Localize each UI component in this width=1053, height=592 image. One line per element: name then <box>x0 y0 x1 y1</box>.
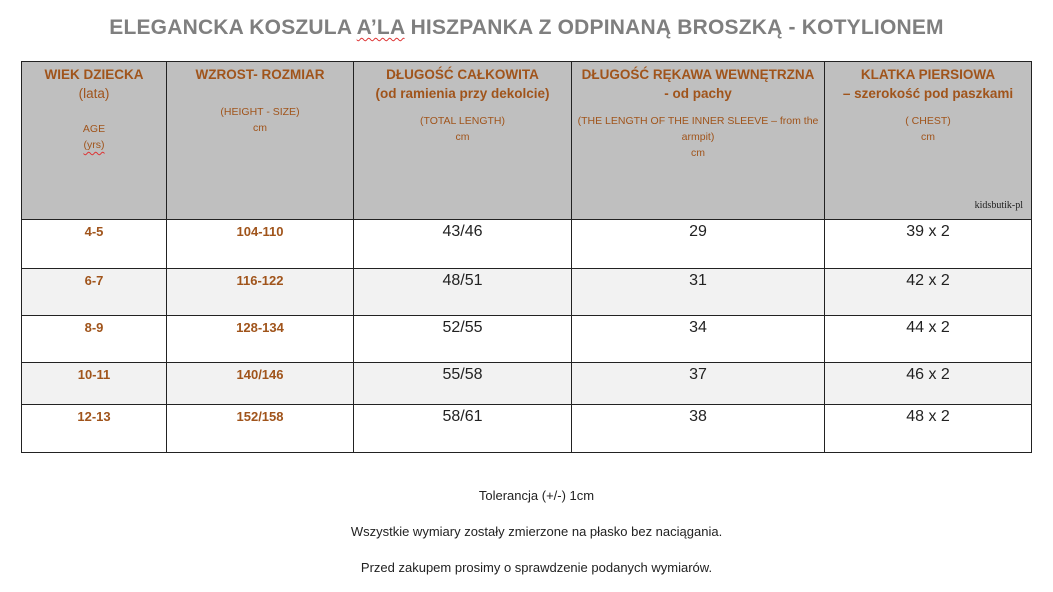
age-cell: 12-13 <box>22 405 167 453</box>
header-sleeve-length <box>572 62 825 220</box>
total-length-cell: 52/55 <box>354 316 572 363</box>
header-sleeve-subtitle: - od pachy <box>664 86 732 101</box>
chest-cell: 48 x 2 <box>825 405 1032 453</box>
sleeve-length-cell: 37 <box>572 363 825 405</box>
chest-cell: 42 x 2 <box>825 269 1032 316</box>
chest-cell: 46 x 2 <box>825 363 1032 405</box>
header-chest-subtitle: – szerokość pod paszkami <box>842 86 1014 101</box>
chest-cell: 44 x 2 <box>825 316 1032 363</box>
title-text-rest: HISZPANKA Z ODPINANĄ BROSZKĄ - KOTYLIONEM <box>404 16 944 39</box>
sleeve-length-cell: 38 <box>572 405 825 453</box>
size-table <box>21 61 1032 453</box>
header-height-en: (HEIGHT - SIZE) <box>220 106 300 118</box>
sleeve-length-cell: 34 <box>572 316 825 363</box>
age-cell: 10-11 <box>22 363 167 405</box>
total-length-cell: 58/61 <box>354 405 572 453</box>
sleeve-length-cell: 31 <box>572 269 825 316</box>
header-total-length-title: DŁUGOŚĆ CAŁKOWITA <box>386 67 539 82</box>
header-age <box>22 62 167 220</box>
total-length-cell: 48/51 <box>354 269 572 316</box>
title-text: ELEGANCKA KOSZULA <box>109 16 357 39</box>
age-cell: 8-9 <box>22 316 167 363</box>
check-note: Przed zakupem prosimy o sprawdzenie podanych wymiarów. <box>360 560 713 575</box>
total-length-cell: 43/46 <box>354 220 572 269</box>
height-cell: 104-110 <box>167 220 354 269</box>
header-chest-title: KLATKA PIERSIOWA <box>860 67 996 82</box>
chest-cell: 39 x 2 <box>825 220 1032 269</box>
header-height <box>167 62 354 220</box>
age-cell: 4-5 <box>22 220 167 269</box>
header-total-length-en: (TOTAL LENGTH) <box>420 115 505 127</box>
header-sleeve-unit: cm <box>691 147 705 159</box>
title-text-spellcheck: A’LA <box>356 16 405 39</box>
header-chest-unit: cm <box>921 131 935 143</box>
header-total-length <box>354 62 572 220</box>
total-length-cell: 55/58 <box>354 363 572 405</box>
tolerance-note: Tolerancja (+/-) 1cm <box>478 488 595 503</box>
table-row <box>22 220 1032 269</box>
table-row <box>22 316 1032 363</box>
header-chest-en: ( CHEST) <box>905 115 951 127</box>
sleeve-length-cell: 29 <box>572 220 825 269</box>
header-age-unit: (yrs) <box>83 139 105 151</box>
height-cell: 152/158 <box>167 405 354 453</box>
watermark: kidsbutik-pl <box>974 200 1023 211</box>
table-row <box>22 405 1032 453</box>
age-cell: 6-7 <box>22 269 167 316</box>
header-chest <box>825 62 1032 220</box>
header-row <box>22 62 1032 220</box>
table-row <box>22 363 1032 405</box>
header-age-title: WIEK DZIECKA <box>44 67 144 82</box>
header-total-length-unit: cm <box>455 131 470 143</box>
height-cell: 128-134 <box>167 316 354 363</box>
header-age-subtitle: (lata) <box>78 86 110 101</box>
header-sleeve-title: DŁUGOŚĆ RĘKAWA WEWNĘTRZNA <box>581 67 815 82</box>
height-cell: 140/146 <box>167 363 354 405</box>
header-total-length-subtitle: (od ramienia przy dekolcie) <box>375 86 550 101</box>
measurement-note: Wszystkie wymiary zostały zmierzone na płasko bez naciągania. <box>350 524 723 539</box>
header-sleeve-en: (THE LENGTH OF THE INNER SLEEVE – from the armpit) <box>577 115 819 143</box>
header-height-unit: cm <box>253 122 267 134</box>
header-height-title: WZROST- ROZMIAR <box>195 67 325 82</box>
height-cell: 116-122 <box>167 269 354 316</box>
table-row <box>22 269 1032 316</box>
page-title <box>0 16 1053 40</box>
header-age-en: AGE <box>82 123 106 135</box>
